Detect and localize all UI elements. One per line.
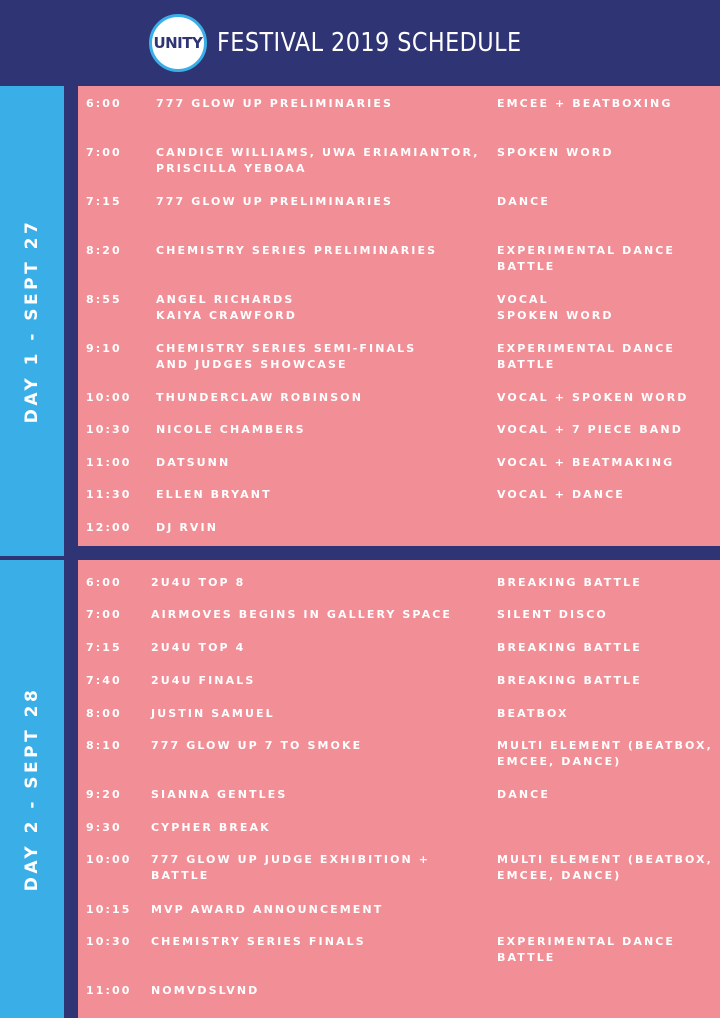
time-cell: 10:00 (86, 853, 132, 866)
category-cell: SPOKEN WORD (497, 146, 614, 159)
act-cell: 2U4U TOP 4 (151, 641, 246, 654)
act-cell: DATSUNN (156, 456, 231, 469)
day-2-schedule (78, 560, 720, 1018)
day-1-schedule (78, 86, 720, 546)
act-cell: CYPHER BREAK (151, 821, 271, 834)
act-cell: NOMVDSLVND (151, 984, 260, 997)
category-cell: DANCE (497, 788, 550, 801)
time-cell: 7:00 (86, 146, 122, 159)
time-cell: 7:15 (86, 641, 122, 654)
time-cell: 10:30 (86, 935, 132, 948)
category-cell: EXPERIMENTAL DANCE BATTLE (497, 935, 676, 964)
category-cell: DANCE (497, 195, 550, 208)
act-cell: CHEMISTRY SERIES PRELIMINARIES (156, 244, 438, 257)
category-cell: MULTI ELEMENT (BEATBOX, EMCEE, DANCE) (497, 853, 713, 882)
category-cell: SILENT DISCO (497, 608, 608, 621)
act-cell: SIANNA GENTLES (151, 788, 288, 801)
category-cell: MULTI ELEMENT (BEATBOX, EMCEE, DANCE) (497, 739, 713, 768)
act-cell: CHEMISTRY SERIES FINALS (151, 935, 366, 948)
time-cell: 11:30 (86, 488, 132, 501)
category-cell: EXPERIMENTAL DANCE BATTLE (497, 342, 676, 371)
time-cell: 11:00 (86, 456, 132, 469)
act-cell: 2U4U TOP 8 (151, 576, 246, 589)
act-cell: CHEMISTRY SERIES SEMI-FINALS AND JUDGES SHOWCASE (156, 342, 417, 371)
act-cell: 777 GLOW UP PRELIMINARIES (156, 97, 393, 110)
day-2-band (0, 560, 64, 1018)
act-cell: 777 GLOW UP PRELIMINARIES (156, 195, 393, 208)
time-cell: 10:00 (86, 391, 132, 404)
category-cell: VOCAL + SPOKEN WORD (497, 391, 689, 404)
time-cell: 12:00 (86, 521, 132, 534)
act-cell: ELLEN BRYANT (156, 488, 272, 501)
time-cell: 8:20 (86, 244, 122, 257)
category-cell: BREAKING BATTLE (497, 576, 642, 589)
unity-logo (149, 14, 207, 72)
category-cell: VOCAL + DANCE (497, 488, 625, 501)
act-cell: ANGEL RICHARDS KAIYA CRAWFORD (156, 293, 297, 322)
day-1-band (0, 86, 64, 556)
act-cell: 777 GLOW UP 7 TO SMOKE (151, 739, 363, 752)
time-cell: 11:00 (86, 984, 132, 997)
time-cell: 9:30 (86, 821, 122, 834)
day-1-label: DAY 1 - SEPT 27 (22, 218, 42, 424)
category-cell: EMCEE + BEATBOXING (497, 97, 673, 110)
category-cell: BREAKING BATTLE (497, 674, 642, 687)
act-cell: JUSTIN SAMUEL (151, 707, 275, 720)
act-cell: 777 GLOW UP JUDGE EXHIBITION + BATTLE (151, 853, 431, 882)
category-cell: VOCAL + 7 PIECE BAND (497, 423, 683, 436)
time-cell: 10:30 (86, 423, 132, 436)
act-cell: DJ RVIN (156, 521, 219, 534)
act-cell: THUNDERCLAW ROBINSON (156, 391, 364, 404)
time-cell: 6:00 (86, 97, 122, 110)
time-cell: 8:00 (86, 707, 122, 720)
category-cell: EXPERIMENTAL DANCE BATTLE (497, 244, 676, 273)
category-cell: BREAKING BATTLE (497, 641, 642, 654)
time-cell: 10:15 (86, 903, 132, 916)
time-cell: 9:20 (86, 788, 122, 801)
time-cell: 7:15 (86, 195, 122, 208)
time-cell: 7:40 (86, 674, 122, 687)
act-cell: MVP AWARD ANNOUNCEMENT (151, 903, 384, 916)
act-cell: 2U4U FINALS (151, 674, 256, 687)
page-title: FESTIVAL 2019 SCHEDULE (216, 28, 522, 58)
time-cell: 6:00 (86, 576, 122, 589)
category-cell: BEATBOX (497, 707, 569, 720)
category-cell: VOCAL + BEATMAKING (497, 456, 675, 469)
act-cell: AIRMOVES BEGINS IN GALLERY SPACE (151, 608, 452, 621)
time-cell: 7:00 (86, 608, 122, 621)
logo-text: UNITY (153, 34, 203, 52)
category-cell: VOCAL SPOKEN WORD (497, 293, 614, 322)
time-cell: 8:55 (86, 293, 122, 306)
header (0, 0, 720, 86)
act-cell: NICOLE CHAMBERS (156, 423, 306, 436)
act-cell: CANDICE WILLIAMS, UWA ERIAMIANTOR, PRISCILLA YEBOAA (156, 146, 480, 175)
day-2-label: DAY 2 - SEPT 28 (22, 686, 42, 892)
time-cell: 8:10 (86, 739, 122, 752)
time-cell: 9:10 (86, 342, 122, 355)
